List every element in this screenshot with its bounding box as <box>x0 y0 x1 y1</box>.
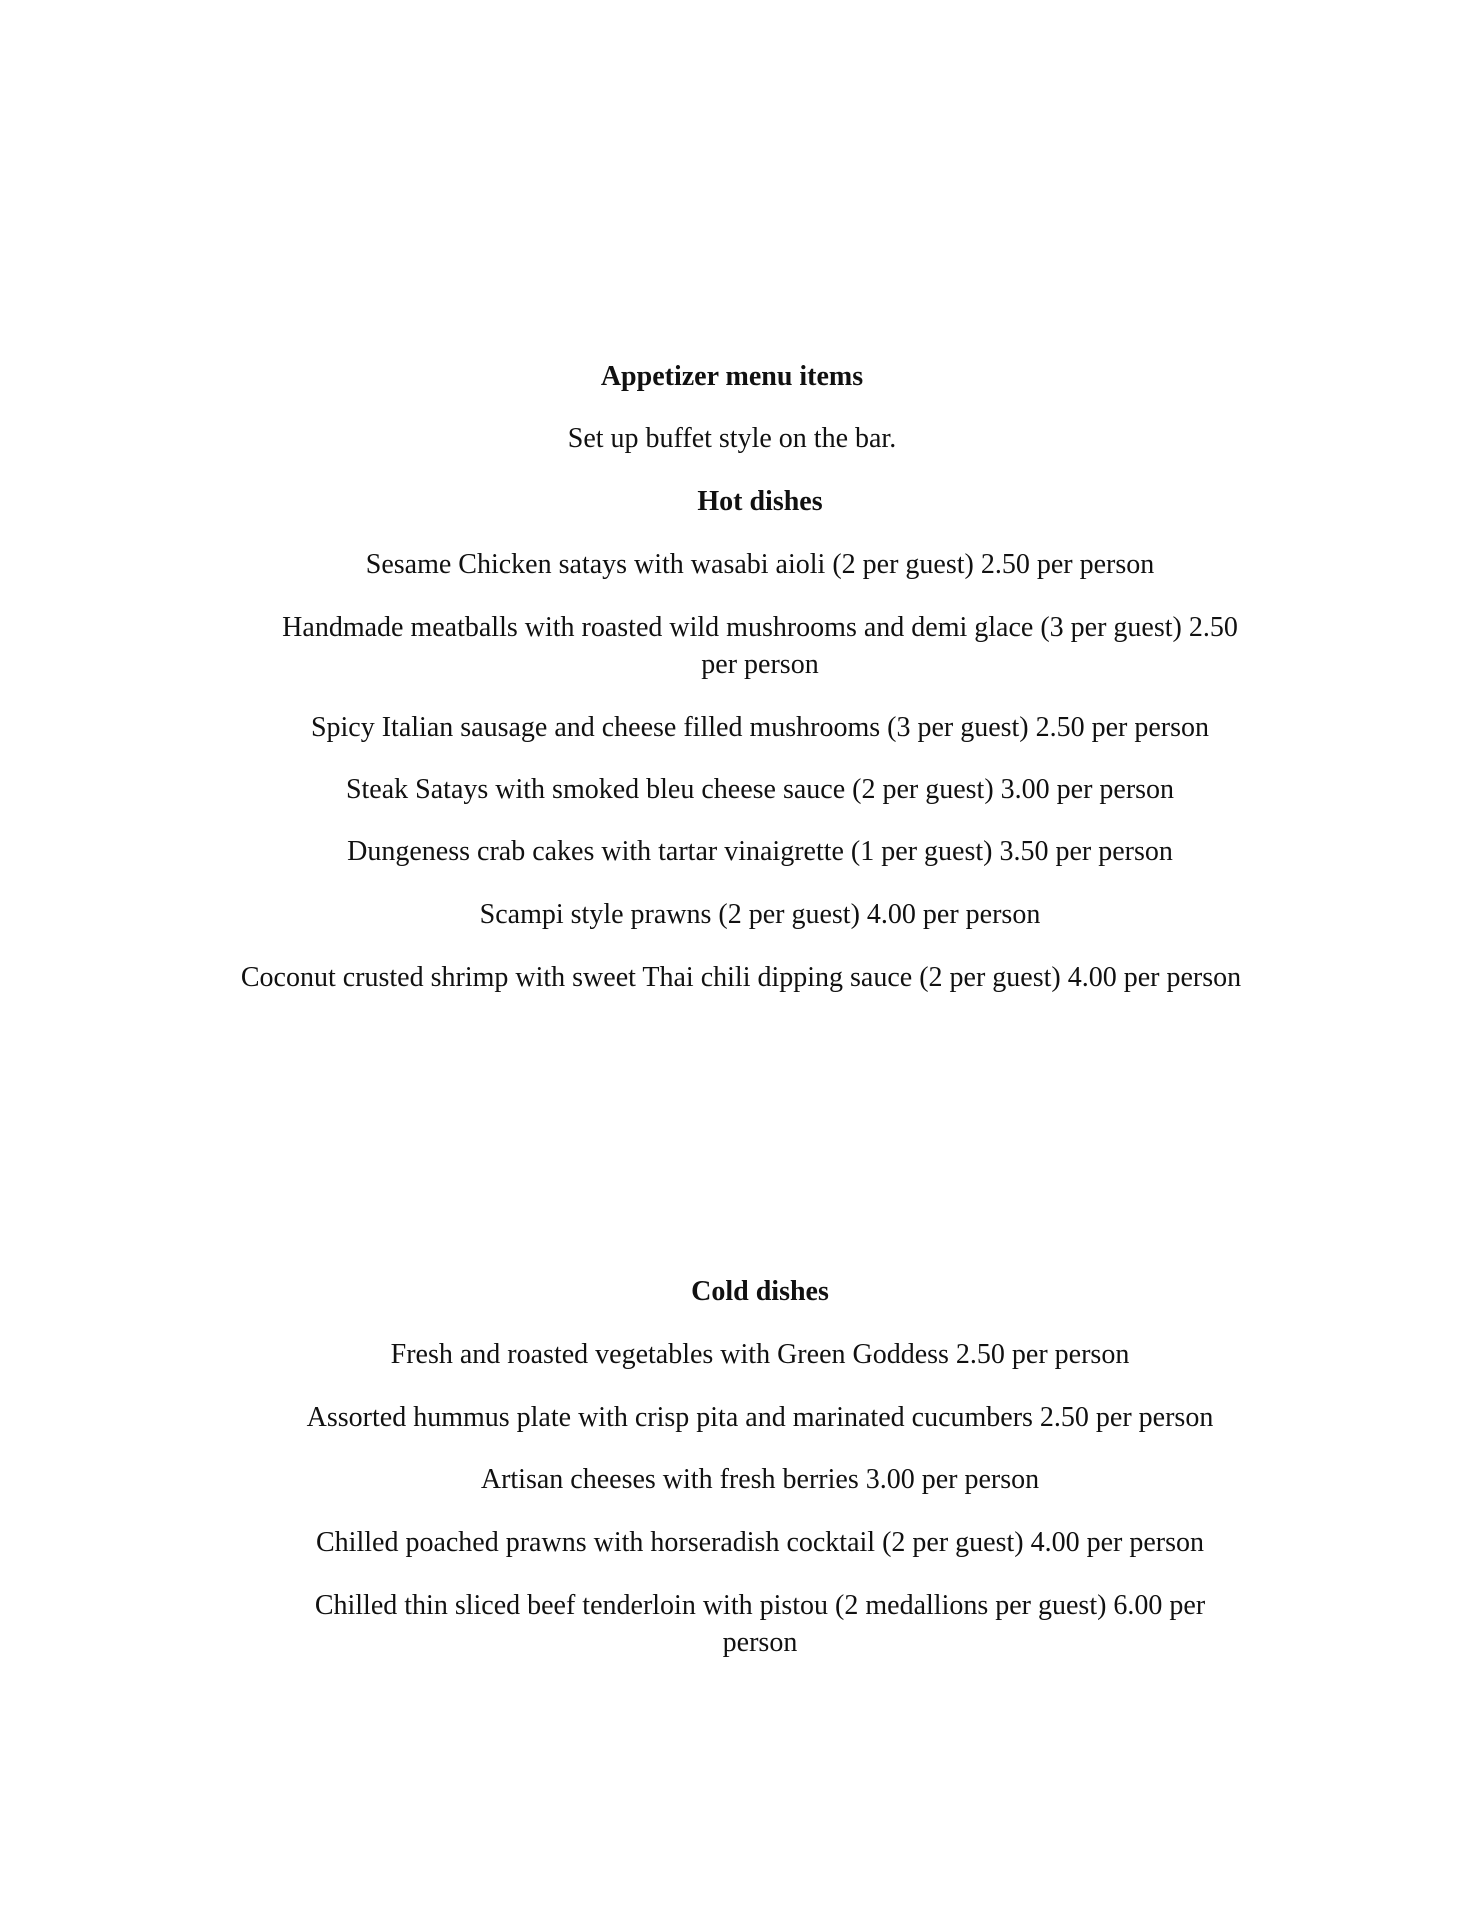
hot-item-meatballs: Handmade meatballs with roasted wild mushrooms and demi glace (3 per guest) 2.50 <box>282 612 1238 643</box>
hot-item-coconut-shrimp: Coconut crusted shrimp with sweet Thai chili dipping sauce (2 per guest) 4.00 per person <box>240 962 1242 993</box>
cold-item-vegetables: Fresh and roasted vegetables with Green Goddess 2.50 per person <box>390 1339 1130 1370</box>
hot-item-crab-cakes: Dungeness crab cakes with tartar vinaigrette (1 per guest) 3.50 per person <box>347 836 1173 867</box>
hot-dishes-heading: Hot dishes <box>697 486 823 517</box>
cold-dishes-heading: Cold dishes <box>691 1276 829 1307</box>
hot-item-sesame-chicken: Sesame Chicken satays with wasabi aioli (2 per guest) 2.50 per person <box>365 549 1155 580</box>
hot-item-meatballs-cont: per person <box>701 649 819 680</box>
cold-item-beef-tenderloin-cont: person <box>722 1627 798 1658</box>
hot-item-steak-satays: Steak Satays with smoked bleu cheese sauce (2 per guest) 3.00 per person <box>345 774 1175 805</box>
page-subtitle: Set up buffet style on the bar. <box>567 423 897 454</box>
hot-item-sausage-mushrooms: Spicy Italian sausage and cheese filled mushrooms (3 per guest) 2.50 per person <box>310 712 1210 743</box>
cold-item-hummus: Assorted hummus plate with crisp pita and marinated cucumbers 2.50 per person <box>306 1402 1214 1433</box>
page-title: Appetizer menu items <box>600 361 864 392</box>
cold-item-poached-prawns: Chilled poached prawns with horseradish cocktail (2 per guest) 4.00 per person <box>316 1527 1204 1558</box>
cold-item-cheeses: Artisan cheeses with fresh berries 3.00 per person <box>480 1464 1040 1495</box>
hot-item-scampi-prawns: Scampi style prawns (2 per guest) 4.00 per person <box>479 899 1041 930</box>
cold-item-beef-tenderloin: Chilled thin sliced beef tenderloin with pistou (2 medallions per guest) 6.00 per <box>314 1590 1206 1621</box>
